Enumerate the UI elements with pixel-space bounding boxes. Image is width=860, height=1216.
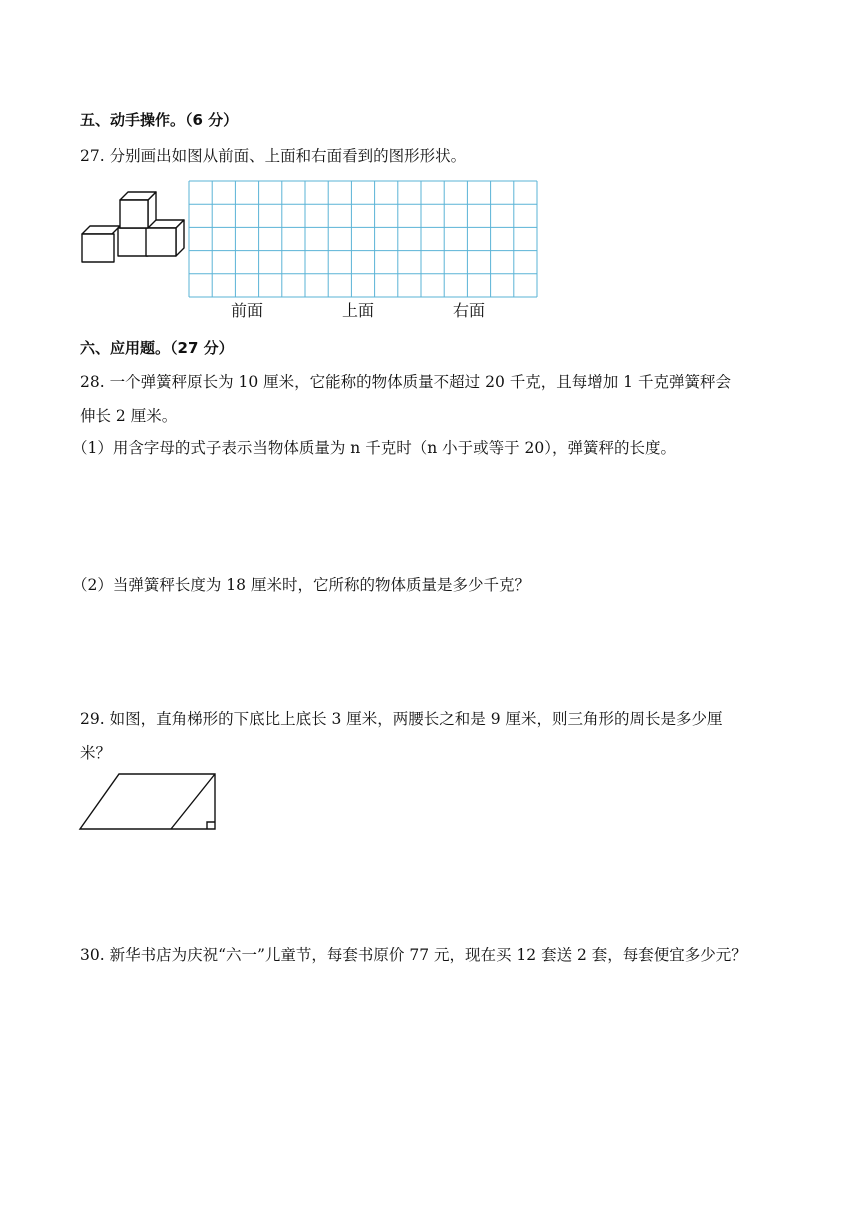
- question-28-line-2: 伸长 2 厘米。: [80, 407, 178, 425]
- grid-label-front: 前面: [231, 301, 264, 320]
- trapezoid-figure: [76, 770, 220, 834]
- section-6-heading: 六、应用题。（27 分）: [80, 339, 234, 357]
- grid-label-top: 上面: [342, 301, 375, 320]
- question-29-line-2: 米？: [80, 744, 112, 762]
- question-30-text: 30. 新华书店为庆祝“六一”儿童节，每套书原价 77 元，现在买 12 套送 2 套，每套便宜多少元？: [80, 946, 747, 964]
- question-27-text: 27. 分别画出如图从前面、上面和右面看到的图形形状。: [80, 147, 467, 165]
- question-29-line-1: 29. 如图，直角梯形的下底比上底长 3 厘米，两腰长之和是 9 厘米，则三角形的周长是多少厘: [80, 710, 723, 728]
- grid-label-right: 右面: [453, 301, 486, 320]
- question-28-line-1: 28. 一个弹簧秤原长为 10 厘米，它能称的物体质量不超过 20 千克，且每增加 1 千克弹簧秤会: [80, 373, 731, 391]
- cube-figure: [78, 188, 188, 266]
- question-28-part-2: （2）当弹簧秤长度为 18 厘米时，它所称的物体质量是多少千克？: [72, 576, 530, 594]
- answer-grid[interactable]: [188, 180, 538, 298]
- question-28-part-1: （1）用含字母的式子表示当物体质量为 n 千克时（n 小于或等于 20），弹簧秤的长度。: [72, 439, 677, 457]
- section-5-heading: 五、动手操作。（6 分）: [80, 111, 239, 129]
